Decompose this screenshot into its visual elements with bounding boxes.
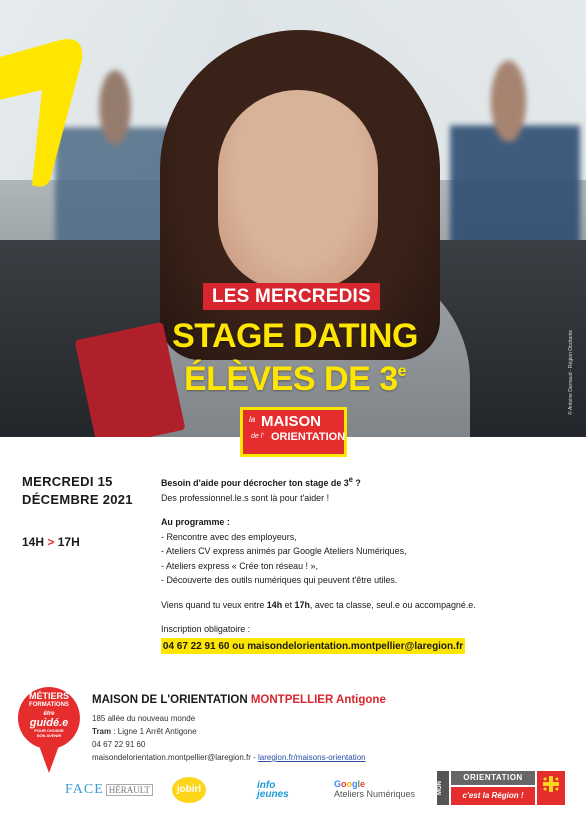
headline-line1: STAGE DATING [172,317,418,355]
programme-item: - Ateliers express « Crée ton réseau ! », [161,559,318,571]
inscription-label: Inscription obligatoire : [161,623,251,635]
metiers-badge-text [16,692,82,738]
region-mon: MON [437,771,449,805]
badge-l5: POUR CHOISIR [34,728,64,733]
intro-question [161,473,541,491]
tram-line [92,725,366,738]
badge-l6: SON AVENIR [36,733,62,738]
programme-item: - Ateliers CV express animés par Google Ateliers Numériques, [161,545,407,557]
intro-end: ? [352,477,361,489]
logo-de: de l' [251,433,264,440]
venue-title [92,694,386,706]
visit-time-end: 17h [294,598,310,610]
visit-info [161,598,541,613]
photo-credit: © Antoine Darnaud - Région Occitanie [568,330,574,415]
intro-subtext: Des professionnel.le.s sont là pour t'aider ! [161,491,330,503]
logo-le: la [249,415,256,424]
intro-sup: e [348,475,353,484]
address-line: 185 allée du nouveau monde [92,714,196,723]
maison-orientation-logo [240,407,347,457]
phone-number: 04 67 22 91 60 [92,740,146,749]
event-description [161,473,541,654]
visit-time-start: 14h [266,598,283,610]
google-ateliers-logo [334,779,415,799]
headline-sup: e [397,363,407,380]
region-orientation-logo [437,771,565,805]
tram-value: : Ligne 1 Arrêt Antigone [111,727,197,736]
venue-location: MONTPELLIER Antigone [250,694,386,706]
headline-line2 [145,354,445,397]
date-line2: DÉCEMBRE 2021 [22,492,133,507]
face-herault-logo [65,782,153,798]
logo-maison: MAISON [261,413,321,430]
face-sub: HÉRAULT [106,784,153,796]
programme-item: - Découverte des outils numériques qui peuvent t'être utiles. [161,574,398,586]
email-address[interactable]: maisondelorientation.montpellier@laregion.fr - [92,753,258,762]
badge-l4: guidé.e [29,717,69,729]
jobirl-logo: jobirl [172,777,206,803]
website-link[interactable]: laregion.fr/maisons-orientation [257,753,366,762]
info-jeunes-logo [257,781,289,799]
venue-name: MAISON DE L'ORIENTATION [92,694,251,706]
visit-post: , avec ta classe, seul.e ou accompagné.e. [309,598,476,610]
time-arrow-icon: > [47,535,55,549]
google-wordmark: Google [334,779,366,789]
contact-highlight[interactable]: 04 67 22 91 60 ou maisondelorientation.montpellier@laregion.fr [161,638,465,655]
headline-line2-text: ÉLÈVES DE 3 [183,360,398,398]
time-start: 14H [22,535,45,549]
badge-l1: MÉTIERS [28,691,69,701]
event-tag: LES MERCREDIS [203,283,380,310]
face-text: FACE [65,782,104,797]
date-line1: MERCREDI 15 [22,474,113,489]
programme-title: Au programme : [161,516,230,528]
intro-text: Besoin d'aide pour décrocher ton stage de 3 [161,477,349,489]
logo-orientation: ORIENTATION [271,431,346,443]
badge-l3: être [43,711,55,717]
contact-line [92,751,366,764]
tram-label: Tram [92,727,112,736]
badge-l2: FORMATIONS [29,702,69,708]
region-orientation: ORIENTATION [451,771,535,785]
region-cross-icon [537,771,565,805]
visit-mid: et [282,598,295,610]
background-person-right [450,55,580,265]
visit-pre: Viens quand tu veux entre [161,598,267,610]
student-face [218,90,378,290]
yellow-brush-mark-icon [0,30,100,190]
infojeunes-l2: jeunes [257,789,289,800]
programme-item: - Rencontre avec des employeurs, [161,530,297,542]
google-ateliers-text: Ateliers Numériques [334,789,416,799]
event-time [22,535,80,549]
venue-address [92,712,366,764]
event-headline [145,318,445,397]
region-slogan: c'est la Région ! [451,787,535,805]
event-date [22,473,133,509]
infojeunes-l1: info [257,780,276,791]
time-end: 17H [57,535,80,549]
